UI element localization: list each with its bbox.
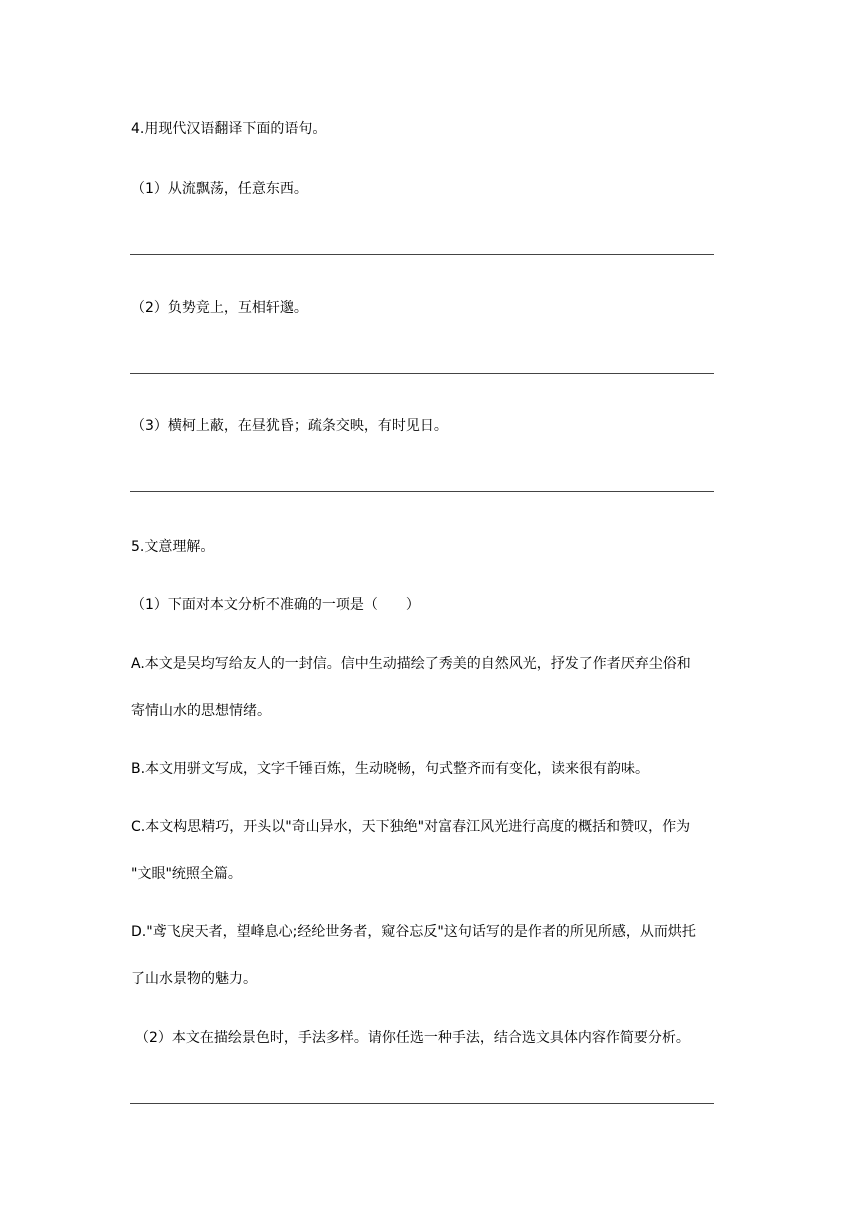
option-d[interactable] <box>131 922 731 989</box>
question-5-1: （1）下面对本文分析不准确的一项是（ ） <box>131 597 420 613</box>
option-c-line-2: "文眼"统照全篇。 <box>131 866 242 882</box>
question-4-title: 4.用现代汉语翻译下面的语句。 <box>131 121 327 137</box>
option-c-line-1: C.本文构思精巧，开头以"奇山异水，天下独绝"对富春江风光进行高度的概括和赞叹，作为 <box>131 819 691 835</box>
question-4-item-3: （3）横柯上蔽，在昼犹昏；疏条交映，有时见日。 <box>131 418 448 434</box>
question-4-item-2: （2）负势竞上，互相轩邈。 <box>131 300 308 316</box>
answer-line-4-2[interactable] <box>130 373 714 374</box>
option-a-line-2: 寄情山水的思想情绪。 <box>131 703 271 719</box>
answer-line-5-2[interactable] <box>130 1103 714 1104</box>
question-4-item-1: （1）从流飘荡，任意东西。 <box>131 181 308 197</box>
option-b-line-1: B.本文用骈文写成，文字千锤百炼，生动晓畅，句式整齐而有变化，读来很有韵味。 <box>131 761 650 777</box>
question-5-title: 5.文意理解。 <box>131 539 215 555</box>
option-d-line-2: 了山水景物的魅力。 <box>131 971 257 987</box>
option-b[interactable] <box>131 759 731 779</box>
option-c[interactable] <box>131 817 731 884</box>
answer-line-4-1[interactable] <box>130 254 714 255</box>
option-d-line-1: D."鸢飞戾天者，望峰息心;经纶世务者，窥谷忘反"这句话写的是作者的所见所感，从而烘托 <box>131 924 696 940</box>
option-a-line-1: A.本文是吴均写给友人的一封信。信中生动描绘了秀美的自然风光，抒发了作者厌弃尘俗和 <box>131 656 691 672</box>
question-5-2: （2）本文在描绘景色时，手法多样。请你任选一种手法，结合选文具体内容作简要分析。 <box>135 1030 690 1046</box>
answer-line-4-3[interactable] <box>130 491 714 492</box>
option-a[interactable] <box>131 654 731 721</box>
